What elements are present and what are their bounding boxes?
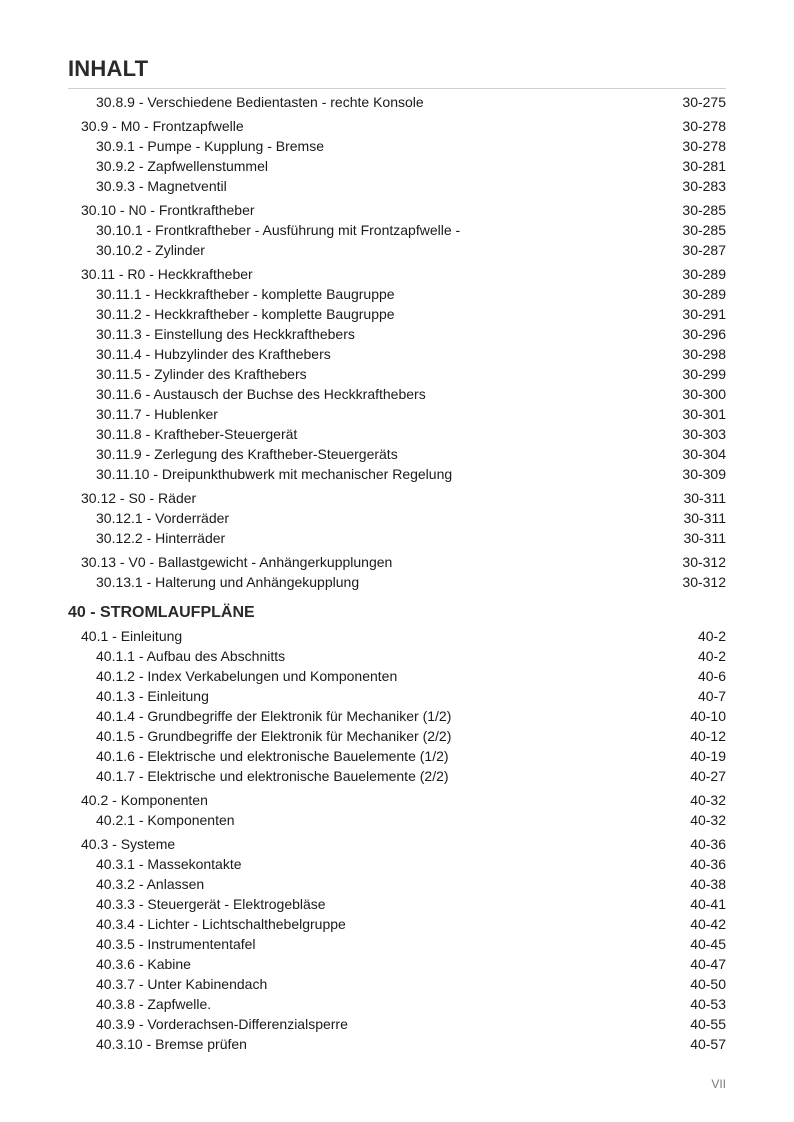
toc-entry-title: 30.13 - V0 - Ballastgewicht - Anhängerkupplungen: [81, 554, 393, 570]
toc-entry-page: 40-12: [690, 728, 726, 744]
toc-entry-title: 40.3.5 - Instrumententafel: [96, 936, 256, 952]
toc-entry-page: 30-312: [682, 574, 726, 590]
toc-entry-title: 30.11.9 - Zerlegung des Kraftheber-Steuergeräts: [96, 446, 398, 462]
toc-entry-title: 30.13.1 - Halterung und Anhängekupplung: [96, 574, 360, 590]
toc-entry: [0, 1034, 794, 1054]
toc-entry: [0, 264, 794, 284]
toc-entry-page: 40-2: [697, 628, 726, 644]
toc-entry: [0, 834, 794, 854]
toc-entry-title: 30.11.5 - Zylinder des Krafthebers: [96, 366, 307, 382]
toc-entry-title: 30.9.2 - Zapfwellenstummel: [96, 158, 268, 174]
toc-entry: [0, 284, 794, 304]
toc-entry-title: 40.1.7 - Elektrische und elektronische Bauelemente (2/2): [96, 768, 449, 784]
toc-entry-page: 40-32: [690, 792, 726, 808]
toc-entry: [0, 626, 794, 646]
toc-entry: [0, 974, 794, 994]
toc-entry-page: 40-50: [690, 976, 726, 992]
toc-entry: [0, 726, 794, 746]
toc-entry: [0, 686, 794, 706]
toc-entry-page: 40-47: [690, 956, 726, 972]
toc-entry-title: 30.11.7 - Hublenker: [96, 406, 218, 422]
toc-entry-page: 40-57: [690, 1036, 726, 1052]
toc-entry: [0, 854, 794, 874]
toc-entry-title: 40.1.1 - Aufbau des Abschnitts: [96, 648, 286, 664]
toc-entry: [0, 116, 794, 136]
toc-entry-title: 30.11.1 - Heckkraftheber - komplette Baugruppe: [96, 286, 395, 302]
toc-entry-page: 40-2: [697, 648, 726, 664]
toc-entry-page: 40-41: [690, 896, 726, 912]
toc-entry-title: 30.9.1 - Pumpe - Kupplung - Bremse: [96, 138, 325, 154]
toc-entry-page: 30-301: [682, 406, 726, 422]
toc-entry-title: 40.2.1 - Komponenten: [96, 812, 235, 828]
toc-entry-title: 30.10.2 - Zylinder: [96, 242, 205, 258]
toc-entry-title: 40.3.10 - Bremse prüfen: [96, 1036, 247, 1052]
toc-entry: [0, 92, 794, 112]
toc-entry-title: 40.2 - Komponenten: [81, 792, 208, 808]
toc-entry-title: 40.3.3 - Steuergerät - Elektrogebläse: [96, 896, 326, 912]
toc-entry: [0, 572, 794, 592]
toc-entry-page: 40-27: [690, 768, 726, 784]
toc-entry-title: 40.3.4 - Lichter - Lichtschalthebelgruppe: [96, 916, 346, 932]
toc-entry-page: 30-285: [682, 222, 726, 238]
toc-entry-title: 30.12.2 - Hinterräder: [96, 530, 226, 546]
toc-entry-title: 40.1.5 - Grundbegriffe der Elektronik für Mechaniker (2/2): [96, 728, 452, 744]
toc-entry: [0, 304, 794, 324]
toc-entry-page: 30-291: [682, 306, 726, 322]
toc-entry: [0, 646, 794, 666]
toc-entry: [0, 220, 794, 240]
toc-entry-title: 30.11 - R0 - Heckkraftheber: [81, 266, 253, 282]
toc-entry-page: 40-19: [690, 748, 726, 764]
toc-entry-page: 30-275: [682, 94, 726, 110]
toc-entry: [0, 994, 794, 1014]
toc-section-heading: [0, 602, 794, 624]
toc-entry: [0, 404, 794, 424]
toc-entry-title: 30.10.1 - Frontkraftheber - Ausführung mit Frontzapfwelle -: [96, 222, 461, 238]
toc-entry-page: 30-309: [682, 466, 726, 482]
toc-entry-title: 30.9 - M0 - Frontzapfwelle: [81, 118, 244, 134]
toc-entry: [0, 464, 794, 484]
toc-entry: [0, 200, 794, 220]
toc-entry-title: 40.1.3 - Einleitung: [96, 688, 209, 704]
toc-entry: [0, 156, 794, 176]
toc-entry: [0, 444, 794, 464]
page-number: VII: [711, 1077, 726, 1091]
toc-entry: [0, 176, 794, 196]
toc-entry-title: 40.3 - Systeme: [81, 836, 176, 852]
toc-entry-page: 30-285: [682, 202, 726, 218]
toc-entry: [0, 934, 794, 954]
title-divider: [68, 88, 726, 89]
toc-entry-title: 40.3.2 - Anlassen: [96, 876, 205, 892]
toc-entry-page: 40-32: [690, 812, 726, 828]
toc-entry-page: 40-42: [690, 916, 726, 932]
toc-entry: [0, 874, 794, 894]
toc-entry: [0, 914, 794, 934]
toc-entry-title: 30.9.3 - Magnetventil: [96, 178, 227, 194]
toc-entry-page: 30-278: [682, 138, 726, 154]
toc-entry-title: 40.1 - Einleitung: [81, 628, 183, 644]
toc-entry: [0, 954, 794, 974]
toc-entry-page: 40-45: [690, 936, 726, 952]
toc-entry-title: 30.11.6 - Austausch der Buchse des Heckkrafthebers: [96, 386, 426, 402]
toc-entry: [0, 790, 794, 810]
toc-entry-page: 40-53: [690, 996, 726, 1012]
toc-entry-title: 30.11.2 - Heckkraftheber - komplette Baugruppe: [96, 306, 395, 322]
toc-entry-page: 30-303: [682, 426, 726, 442]
toc-entry: [0, 1014, 794, 1034]
toc-entry-page: 30-296: [682, 326, 726, 342]
toc-entry-page: 40-55: [690, 1016, 726, 1032]
toc-entry-page: 40-36: [690, 836, 726, 852]
toc-entry-title: 30.11.8 - Kraftheber-Steuergerät: [96, 426, 298, 442]
toc-entry-title: 40.3.1 - Massekontakte: [96, 856, 242, 872]
toc-entry-page: 30-283: [682, 178, 726, 194]
toc-entry-page: 40-10: [690, 708, 726, 724]
toc-entry-page: 40-7: [697, 688, 726, 704]
toc-entry: [0, 384, 794, 404]
toc-entry-title: 30.11.3 - Einstellung des Heckkrafthebers: [96, 326, 355, 342]
toc-entry: [0, 894, 794, 914]
section-title: 40 - STROMLAUFPLÄNE: [68, 604, 255, 621]
toc-entry: [0, 810, 794, 830]
toc-entry-title: 40.1.6 - Elektrische und elektronische Bauelemente (1/2): [96, 748, 449, 764]
toc-entry-title: 30.11.10 - Dreipunkthubwerk mit mechanischer Regelung: [96, 466, 453, 482]
toc-entry: [0, 136, 794, 156]
toc-entry-page: 30-300: [682, 386, 726, 402]
toc-entry: [0, 552, 794, 572]
toc-entry-title: 40.3.6 - Kabine: [96, 956, 191, 972]
toc-entry: [0, 488, 794, 508]
page-title: INHALT: [68, 56, 149, 81]
toc-entry-page: 30-287: [682, 242, 726, 258]
toc-entry-title: 30.8.9 - Verschiedene Bedientasten - rechte Konsole: [96, 94, 424, 110]
toc-entry-page: 30-312: [682, 554, 726, 570]
toc-entry-title: 40.1.4 - Grundbegriffe der Elektronik für Mechaniker (1/2): [96, 708, 452, 724]
toc-entry-page: 30-311: [683, 530, 726, 546]
toc-entry: [0, 344, 794, 364]
table-of-contents: [0, 92, 794, 1054]
toc-entry-page: 30-289: [682, 266, 726, 282]
toc-entry: [0, 240, 794, 260]
toc-entry-page: 30-299: [682, 366, 726, 382]
toc-entry-page: 40-38: [690, 876, 726, 892]
toc-entry-page: 30-281: [682, 158, 726, 174]
toc-entry: [0, 424, 794, 444]
toc-entry-title: 30.11.4 - Hubzylinder des Krafthebers: [96, 346, 331, 362]
toc-entry: [0, 666, 794, 686]
toc-entry-page: 30-311: [683, 490, 726, 506]
toc-entry: [0, 508, 794, 528]
toc-entry-page: 40-6: [697, 668, 726, 684]
toc-entry: [0, 706, 794, 726]
toc-entry-title: 30.12 - S0 - Räder: [81, 490, 197, 506]
toc-entry-page: 30-278: [682, 118, 726, 134]
toc-entry-page: 30-304: [682, 446, 726, 462]
toc-entry: [0, 746, 794, 766]
toc-entry-page: 30-298: [682, 346, 726, 362]
toc-entry-title: 40.3.9 - Vorderachsen-Differenzialsperre: [96, 1016, 348, 1032]
toc-entry-title: 40.3.7 - Unter Kabinendach: [96, 976, 268, 992]
toc-entry-title: 30.12.1 - Vorderräder: [96, 510, 230, 526]
toc-entry: [0, 364, 794, 384]
toc-entry-page: 30-289: [682, 286, 726, 302]
toc-entry-title: 40.1.2 - Index Verkabelungen und Komponenten: [96, 668, 398, 684]
toc-entry-title: 30.10 - N0 - Frontkraftheber: [81, 202, 255, 218]
toc-entry-page: 30-311: [683, 510, 726, 526]
toc-entry-title: 40.3.8 - Zapfwelle.: [96, 996, 212, 1012]
toc-entry: [0, 324, 794, 344]
toc-entry-page: 40-36: [690, 856, 726, 872]
toc-entry: [0, 766, 794, 786]
toc-entry: [0, 528, 794, 548]
